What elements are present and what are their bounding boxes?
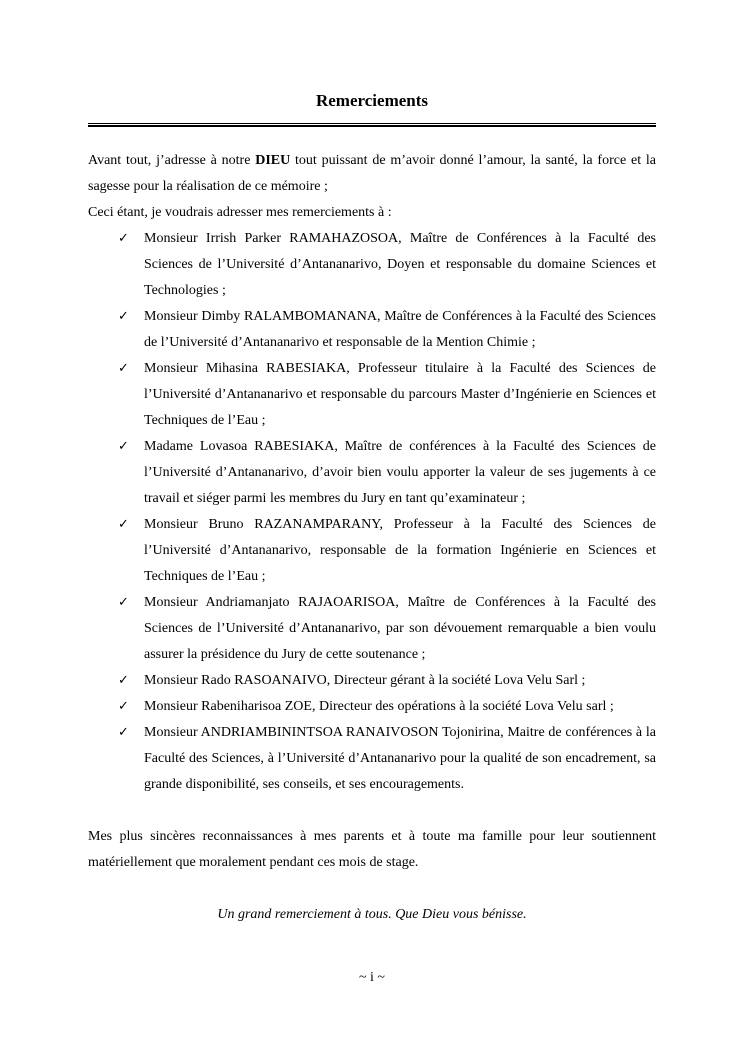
list-item bbox=[88, 694, 656, 720]
spacer bbox=[88, 876, 656, 902]
intro-text-before: Avant tout, j’adresse à notre bbox=[88, 153, 256, 168]
check-icon: ✓ bbox=[118, 309, 129, 324]
list-item-text: Monsieur ANDRIAMBININTSOA RANAIVOSON Tojonirina, Maitre de conférences à la Faculté des Sciences, à l’Université d’Antananarivo pour la qualité de son encadrement, sa grande disponibilité, ses conseils, et ses encouragements. bbox=[144, 725, 656, 792]
intro-emphasis: DIEU bbox=[255, 153, 291, 168]
list-item bbox=[88, 512, 656, 590]
list-item bbox=[88, 590, 656, 668]
check-icon: ✓ bbox=[118, 439, 129, 454]
list-item bbox=[88, 226, 656, 304]
list-item bbox=[88, 434, 656, 512]
list-item bbox=[88, 304, 656, 356]
list-item-text: Monsieur Rado RASOANAIVO, Directeur gérant à la société Lova Velu Sarl ; bbox=[144, 673, 586, 688]
intro-text-after: tout puissant de m’avoir donné l’amour, la santé, la force et la sagesse pour la réalisation de ce mémoire ; bbox=[88, 153, 656, 194]
family-paragraph: Mes plus sincères reconnaissances à mes parents et à toute ma famille pour leur soutiennent matériellement que moralement pendant ces mois de stage. bbox=[88, 829, 656, 870]
check-icon: ✓ bbox=[118, 231, 129, 246]
spacer bbox=[88, 798, 656, 824]
list-item-text: Monsieur Irrish Parker RAMAHAZOSOA, Maître de Conférences à la Faculté des Sciences de l’Université d’Antananarivo, Doyen et responsable du domaine Sciences et Technologies ; bbox=[144, 231, 656, 298]
list-item bbox=[88, 720, 656, 798]
list-item-text: Madame Lovasoa RABESIAKA, Maître de conférences à la Faculté des Sciences de l’Université d’Antananarivo, d’avoir bien voulu apporter la valeur de ses jugements à ce travail et siéger parmi les membres du Jury en tant qu’examinateur ; bbox=[144, 439, 656, 506]
check-icon: ✓ bbox=[118, 517, 129, 532]
check-icon: ✓ bbox=[118, 361, 129, 376]
page-title: Remerciements bbox=[315, 91, 429, 110]
list-item bbox=[88, 356, 656, 434]
check-icon: ✓ bbox=[118, 673, 129, 688]
list-item-text: Monsieur Mihasina RABESIAKA, Professeur titulaire à la Faculté des Sciences de l’Université d’Antananarivo et responsable du parcours Master d’Ingénierie en Sciences et Techniques de l’Eau ; bbox=[144, 361, 656, 428]
check-icon: ✓ bbox=[118, 725, 129, 740]
document-body bbox=[88, 148, 656, 928]
check-icon: ✓ bbox=[118, 699, 129, 714]
list-item-text: Monsieur Rabeniharisoa ZOE, Directeur des opérations à la société Lova Velu sarl ; bbox=[144, 699, 614, 714]
title-divider bbox=[88, 123, 656, 127]
list-item-text: Monsieur Andriamanjato RAJAOARISOA, Maître de Conférences à la Faculté des Sciences de l’Université d’Antananarivo, par son dévouement remarquable a bien voulu assurer la présidence du Jury de cette soutenance ; bbox=[144, 595, 656, 662]
lead-paragraph: Ceci étant, je voudrais adresser mes remerciements à : bbox=[88, 205, 392, 220]
acknowledgement-list bbox=[88, 226, 656, 798]
closing-line: Un grand remerciement à tous. Que Dieu vous bénisse. bbox=[217, 907, 527, 922]
list-item-text: Monsieur Dimby RALAMBOMANANA, Maître de Conférences à la Faculté des Sciences de l’Université d’Antananarivo et responsable de la Mention Chimie ; bbox=[144, 309, 656, 350]
list-item-text: Monsieur Bruno RAZANAMPARANY, Professeur à la Faculté des Sciences de l’Université d’Antananarivo, responsable de la formation Ingénierie en Sciences et Techniques de l’Eau ; bbox=[144, 517, 656, 584]
page-number: ~ i ~ bbox=[358, 970, 386, 985]
check-icon: ✓ bbox=[118, 595, 129, 610]
list-item bbox=[88, 668, 656, 694]
intro-paragraph bbox=[88, 148, 656, 200]
